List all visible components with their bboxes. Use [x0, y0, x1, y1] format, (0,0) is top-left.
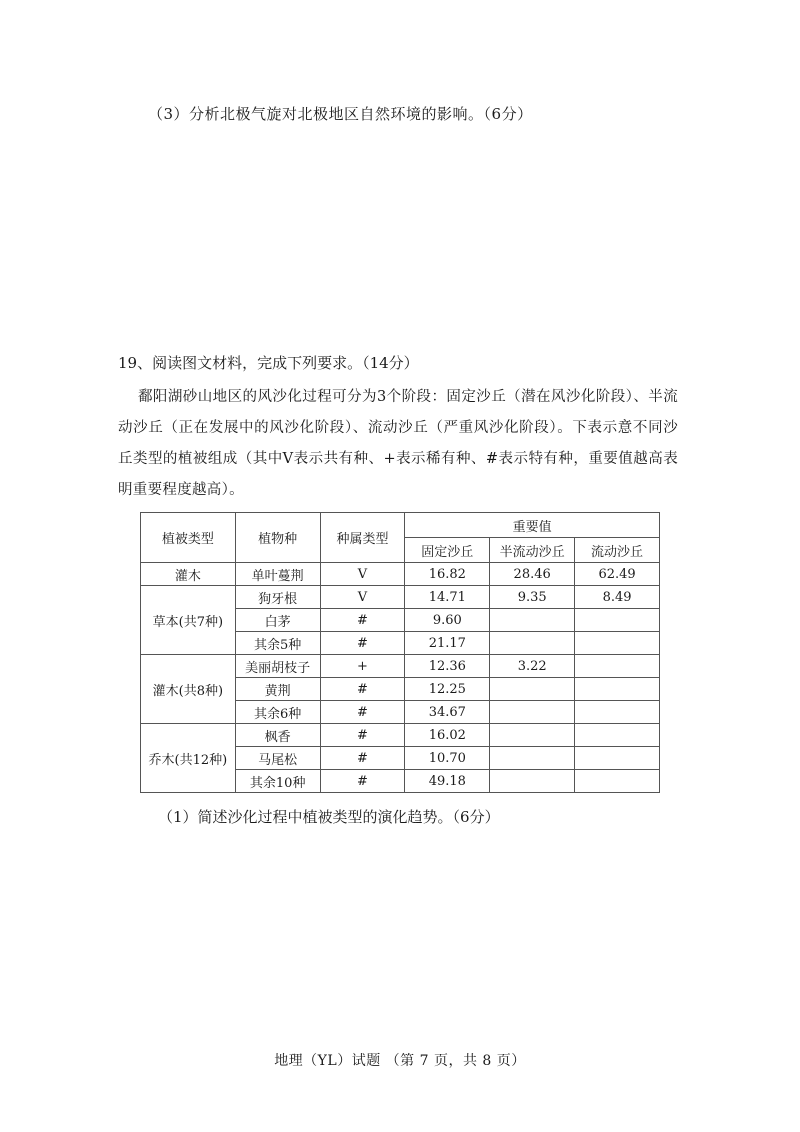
- header-importance: 重要值: [405, 513, 660, 538]
- species-cell: 其余5种: [235, 632, 320, 655]
- veg-type-cell: 草本(共7种): [141, 586, 236, 655]
- fixed-value-cell: 12.36: [405, 655, 490, 678]
- genus-cell: V: [320, 563, 405, 586]
- semi-value-cell: 28.46: [490, 563, 575, 586]
- table-row: [141, 586, 660, 609]
- question-19-title: 19、阅读图文材料，完成下列要求。（14分）: [118, 354, 419, 372]
- genus-cell: +: [320, 655, 405, 678]
- species-cell: 单叶蔓荆: [235, 563, 320, 586]
- semi-value-cell: [490, 724, 575, 747]
- fixed-value-cell: 16.02: [405, 724, 490, 747]
- mobile-value-cell: [575, 678, 660, 701]
- species-cell: 黄荆: [235, 678, 320, 701]
- header-species: 植物种: [235, 513, 320, 563]
- species-cell: 美丽胡枝子: [235, 655, 320, 678]
- veg-type-cell: 灌木: [141, 563, 236, 586]
- genus-cell: #: [320, 724, 405, 747]
- fixed-value-cell: 49.18: [405, 770, 490, 793]
- mobile-value-cell: [575, 701, 660, 724]
- genus-cell: #: [320, 701, 405, 724]
- fixed-value-cell: 12.25: [405, 678, 490, 701]
- species-cell: 白茅: [235, 609, 320, 632]
- veg-type-cell: 乔木(共12种): [141, 724, 236, 793]
- semi-value-cell: [490, 770, 575, 793]
- genus-cell: #: [320, 747, 405, 770]
- page-footer: 地理（YL）试题 （第 7 页，共 8 页）: [274, 1053, 526, 1069]
- sub-question-1: （1）简述沙化过程中植被类型的演化趋势。（6分）: [158, 808, 500, 826]
- header-semi-mobile-dune: 半流动沙丘: [490, 538, 575, 563]
- mobile-value-cell: [575, 609, 660, 632]
- semi-value-cell: [490, 609, 575, 632]
- species-cell: 马尾松: [235, 747, 320, 770]
- fixed-value-cell: 9.60: [405, 609, 490, 632]
- mobile-value-cell: [575, 724, 660, 747]
- semi-value-cell: [490, 701, 575, 724]
- fixed-value-cell: 16.82: [405, 563, 490, 586]
- mobile-value-cell: [575, 655, 660, 678]
- genus-cell: #: [320, 678, 405, 701]
- genus-cell: #: [320, 609, 405, 632]
- table-row: [141, 563, 660, 586]
- species-cell: 枫香: [235, 724, 320, 747]
- veg-type-cell: 灌木(共8种): [141, 655, 236, 724]
- table-row: [141, 724, 660, 747]
- semi-value-cell: [490, 678, 575, 701]
- fixed-value-cell: 34.67: [405, 701, 490, 724]
- mobile-value-cell: [575, 632, 660, 655]
- semi-value-cell: 3.22: [490, 655, 575, 678]
- genus-cell: V: [320, 586, 405, 609]
- species-cell: 狗牙根: [235, 586, 320, 609]
- header-mobile-dune: 流动沙丘: [575, 538, 660, 563]
- header-veg-type: 植被类型: [141, 513, 236, 563]
- question-3: （3）分析北极气旋对北极地区自然环境的影响。（6分）: [148, 105, 533, 123]
- genus-cell: #: [320, 632, 405, 655]
- mobile-value-cell: 8.49: [575, 586, 660, 609]
- semi-value-cell: [490, 747, 575, 770]
- mobile-value-cell: [575, 747, 660, 770]
- fixed-value-cell: 10.70: [405, 747, 490, 770]
- table-row: [141, 655, 660, 678]
- header-genus-type: 种属类型: [320, 513, 405, 563]
- header-fixed-dune: 固定沙丘: [405, 538, 490, 563]
- species-cell: 其余6种: [235, 701, 320, 724]
- semi-value-cell: [490, 632, 575, 655]
- question-19-material: 鄱阳湖砂山地区的风沙化过程可分为3个阶段：固定沙丘（潜在风沙化阶段）、半流动沙丘（正在发展中的风沙化阶段）、流动沙丘（严重风沙化阶段）。下表示意不同沙丘类型的植被组成（其中V表示共有种、+表示稀有种、#表示特有种，重要值越高表明重要程度越高）。: [118, 389, 678, 498]
- semi-value-cell: 9.35: [490, 586, 575, 609]
- fixed-value-cell: 21.17: [405, 632, 490, 655]
- mobile-value-cell: [575, 770, 660, 793]
- mobile-value-cell: 62.49: [575, 563, 660, 586]
- species-cell: 其余10种: [235, 770, 320, 793]
- fixed-value-cell: 14.71: [405, 586, 490, 609]
- genus-cell: #: [320, 770, 405, 793]
- vegetation-table: [140, 512, 660, 793]
